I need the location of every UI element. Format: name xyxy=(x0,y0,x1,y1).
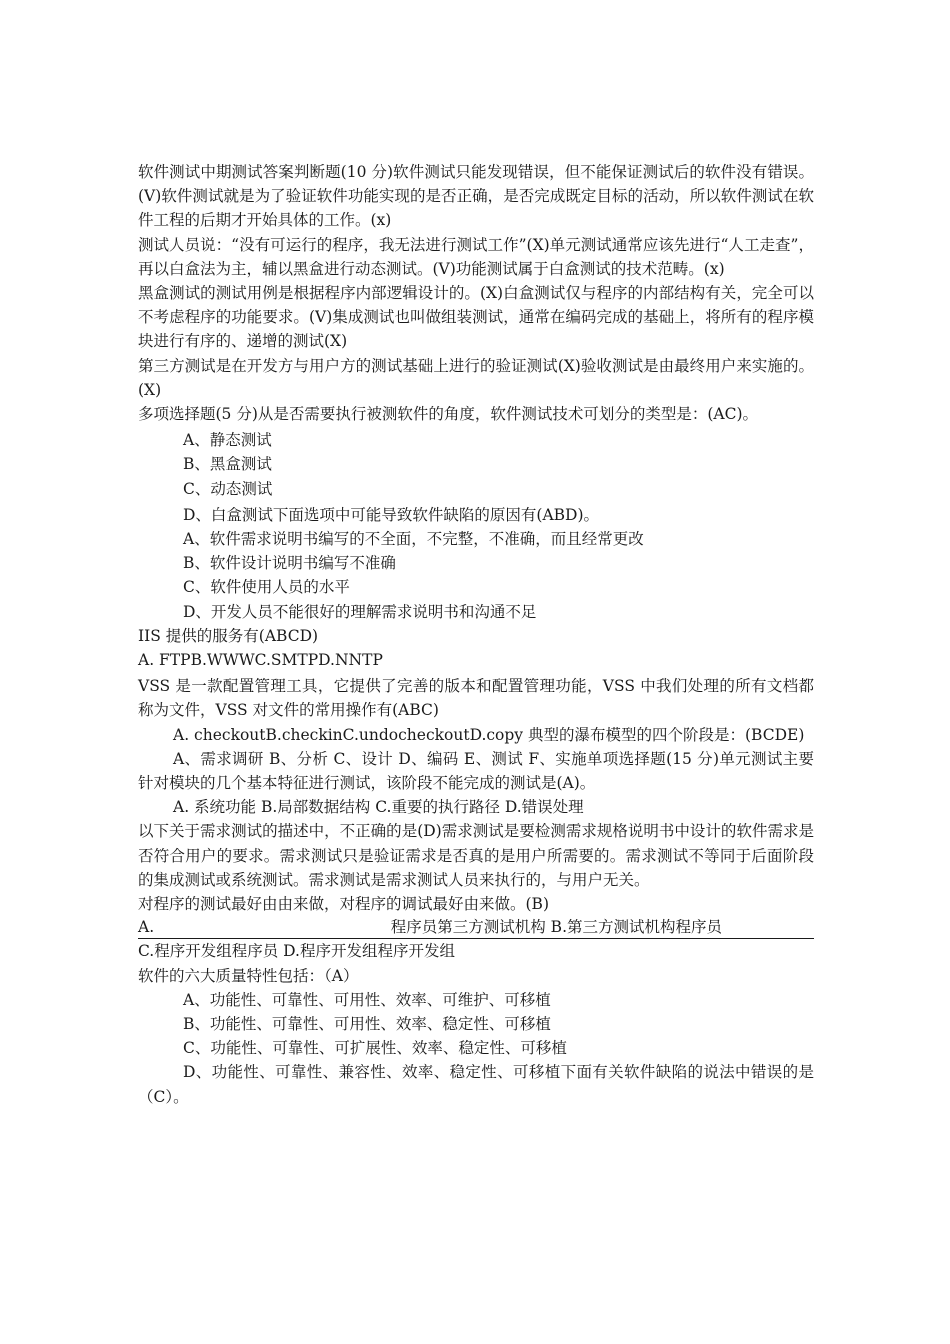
options-ab: 程序员第三方测试机构 B.第三方测试机构程序员 xyxy=(390,918,722,937)
options-cd: C.程序开发组程序员 D.程序开发组程序开发组 xyxy=(138,942,455,961)
option-d-and-defect-question: D、功能性、可靠性、兼容性、效率、稳定性、可移植下面有关软件缺陷的说法中错误的是（C）。 xyxy=(138,1063,814,1106)
question-testing-debugging: 对程序的测试最好由由来做，对程序的调试最好由来做。(B) xyxy=(138,895,549,914)
paragraph-true-false-1: 软件测试中期测试答案判断题(10 分)软件测试只能发现错误，但不能保证测试后的软件没有错误。(V)软件测试就是为了验证软件功能实现的是否正确，是否完成既定目标的活动，所以软件测试在软件工程的后期才开始具体的工作。(x) xyxy=(138,163,814,230)
question-quality-attributes: 软件的六大质量特性包括：（A） xyxy=(138,966,359,985)
option-c: C、功能性、可靠性、可扩展性、效率、稳定性、可移植 xyxy=(183,1039,567,1058)
options-unit-test: A. 系统功能 B.局部数据结构 C.重要的执行路径 D.错误处理 xyxy=(173,798,584,817)
option-a: A、静态测试 xyxy=(183,431,272,450)
option-c: C、动态测试 xyxy=(183,479,273,498)
option-a: A、功能性、可靠性、可用性、效率、可维护、可移植 xyxy=(183,990,551,1009)
paragraph-true-false-4: 第三方测试是在开发方与用户方的测试基础上进行的验证测试(X)验收测试是由最终用户来实施的。(X) xyxy=(138,356,814,399)
option-b: B、黑盒测试 xyxy=(183,455,272,474)
question-requirements-testing: 以下关于需求测试的描述中，不正确的是(D)需求测试是要检测需求规格说明书中设计的软件需求是否符合用户的要求。需求测试只是验证需求是否真的是用户所需要的。需求测试不等同于后面阶段的集成测试或系统测试。需求测试是需求测试人员来执行的，与用户无关。 xyxy=(138,822,814,889)
paragraph-true-false-3: 黑盒测试的测试用例是根据程序内部逻辑设计的。(X)白盒测试仅与程序的内部结构有关，完全可以不考虑程序的功能要求。(V)集成测试也叫做组装测试，通常在编码完成的基础上，将所有的程序模块进行有序的、递增的测试(X) xyxy=(138,284,814,351)
question-vss: VSS 是一款配置管理工具，它提供了完善的版本和配置管理功能，VSS 中我们处理的所有文档都称为文件，VSS 对文件的常用操作有(ABC) xyxy=(138,677,814,720)
option-c: C、软件使用人员的水平 xyxy=(183,578,350,597)
options-testing-debugging-row xyxy=(138,916,814,939)
paragraph-true-false-2: 测试人员说：“没有可运行的程序，我无法进行测试工作”(X)单元测试通常应该先进行“人工走查”，再以白盒法为主，辅以黑盒进行动态测试。(V)功能测试属于白盒测试的技术范畴。(x) xyxy=(138,235,814,278)
option-b: B、功能性、可靠性、可用性、效率、稳定性、可移植 xyxy=(183,1014,551,1033)
option-b: B、软件设计说明书编写不准确 xyxy=(183,554,396,573)
option-d: D、开发人员不能很好的理解需求说明书和沟通不足 xyxy=(183,602,537,621)
document-body xyxy=(138,160,814,1109)
options-vss-and-waterfall-question: A. checkoutB.checkinC.undocheckoutD.copy 典型的瀑布模型的四个阶段是：(BCDE) xyxy=(173,725,805,744)
options-iis-services: A. FTPB.WWWC.SMTPD.NNTP xyxy=(138,651,383,670)
option-a-label: A. xyxy=(138,918,155,937)
option-a: A、软件需求说明书编写的不全面，不完整，不准确，而且经常更改 xyxy=(183,530,644,549)
options-waterfall-and-unit-test-question: A、需求调研 B、分析 C、设计 D、编码 E、测试 F、实施单项选择题(15 分)单元测试主要针对模块的几个基本特征进行测试，该阶段不能完成的测试是(A)。 xyxy=(138,749,814,793)
option-d-and-question-2: D、白盒测试下面选项中可能导致软件缺陷的原因有(ABD)。 xyxy=(183,505,600,524)
question-multiple-choice-1: 多项选择题(5 分)从是否需要执行被测软件的角度，软件测试技术可划分的类型是：(AC)。 xyxy=(138,405,759,424)
question-iis-services: IIS 提供的服务有(ABCD) xyxy=(138,626,319,645)
